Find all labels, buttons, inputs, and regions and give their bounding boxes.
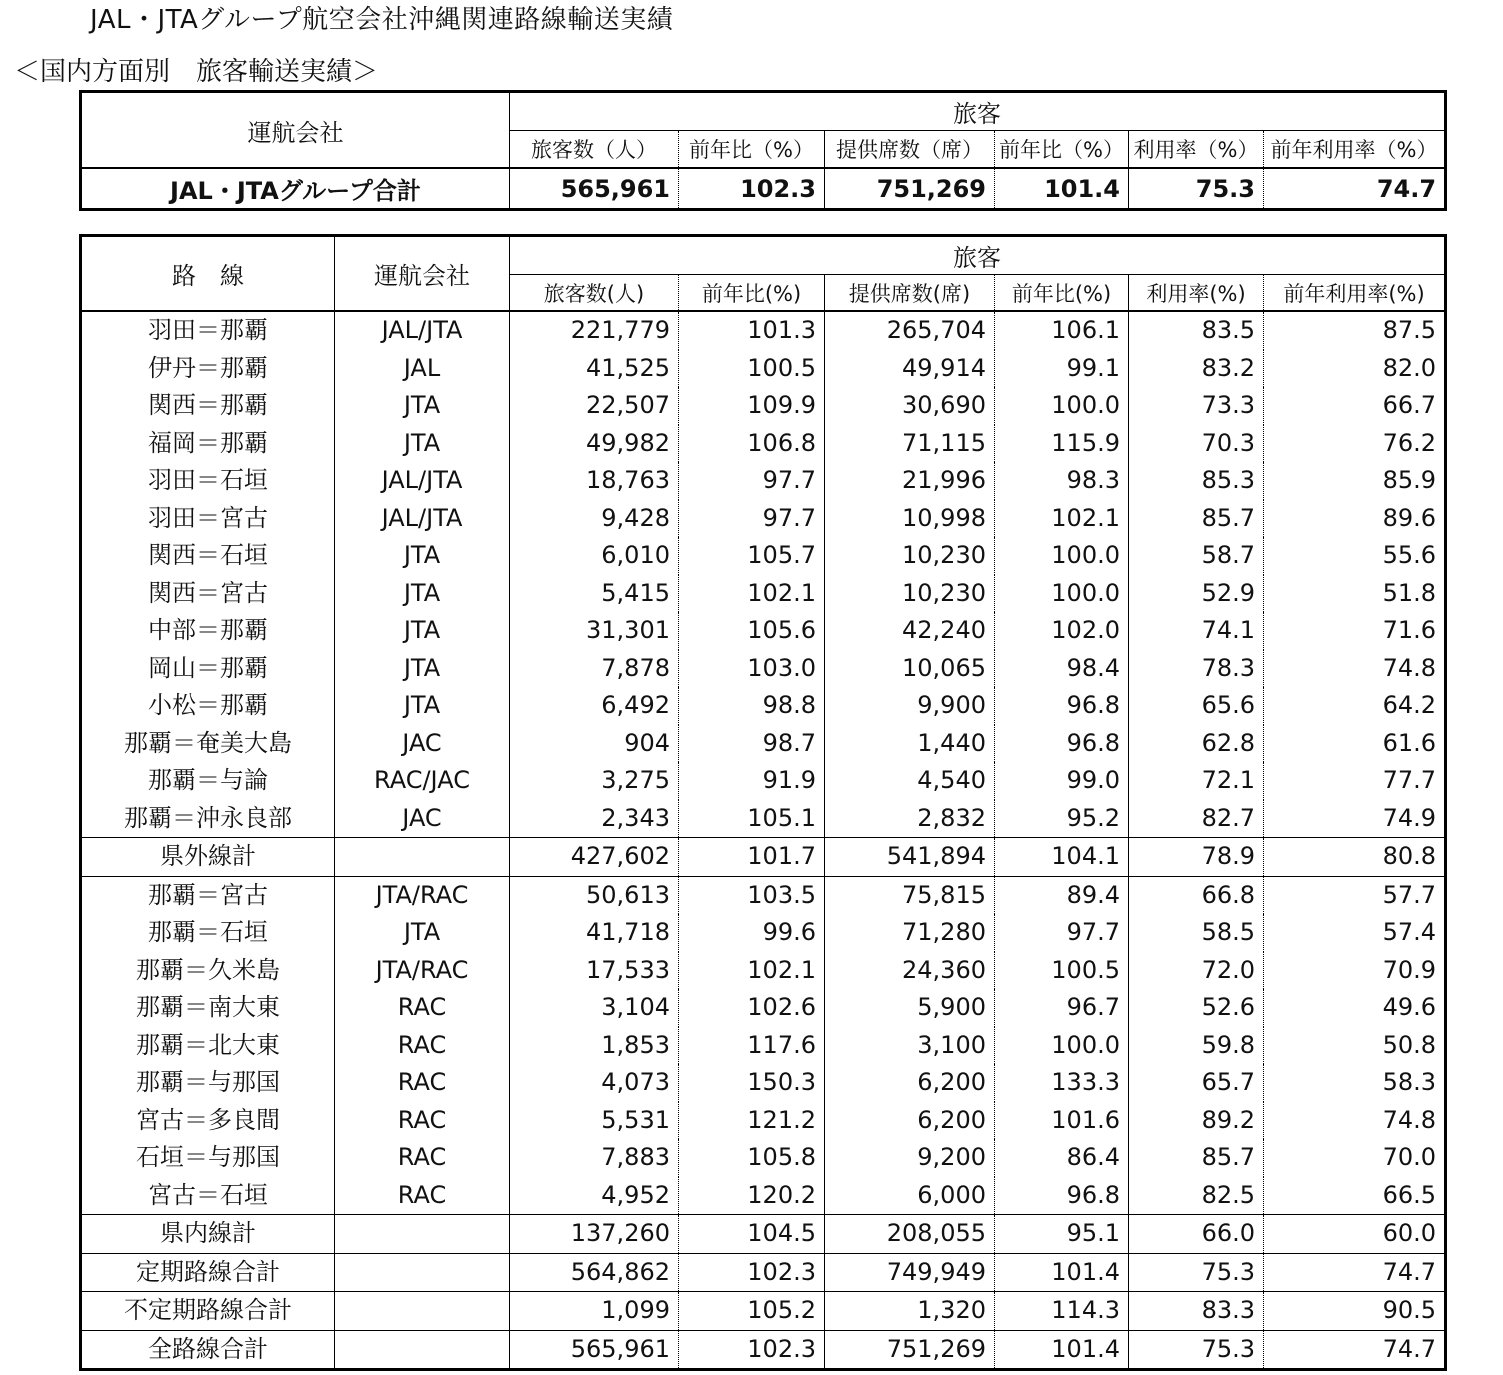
route-company: JTA (335, 914, 510, 952)
table-row (81, 914, 1446, 952)
route-value: 104.1 (995, 838, 1129, 877)
total-row (81, 1292, 1446, 1331)
route-company: JTA (335, 425, 510, 463)
route-value: 96.8 (995, 687, 1129, 725)
table-row (81, 311, 1446, 350)
route-value: 83.3 (1129, 1292, 1264, 1331)
route-value: 60.0 (1264, 1215, 1446, 1254)
route-name: 不定期路線合計 (81, 1292, 335, 1331)
route-value: 80.8 (1264, 838, 1446, 877)
summary-total-row (81, 168, 1446, 210)
route-value: 9,428 (510, 500, 679, 538)
summary-col-seats: 提供席数（席） (825, 131, 995, 169)
route-col-passengers: 旅客数(人) (510, 275, 679, 312)
route-value: 97.7 (679, 462, 825, 500)
table-row (81, 876, 1446, 914)
route-value: 1,320 (825, 1292, 995, 1331)
route-value: 109.9 (679, 387, 825, 425)
route-value: 82.7 (1129, 800, 1264, 838)
table-row (81, 350, 1446, 388)
table-row (81, 687, 1446, 725)
route-value: 106.1 (995, 311, 1129, 350)
route-value: 57.4 (1264, 914, 1446, 952)
summary-col-passenger-yoy: 前年比（%） (679, 131, 825, 169)
route-value: 101.7 (679, 838, 825, 877)
table-row (81, 762, 1446, 800)
route-value: 101.3 (679, 311, 825, 350)
route-header-route: 路 線 (81, 236, 335, 312)
route-header-passengers: 旅客 (510, 236, 1446, 275)
route-value: 86.4 (995, 1139, 1129, 1177)
summary-col-seat-yoy: 前年比（%） (995, 131, 1129, 169)
table-row (81, 650, 1446, 688)
route-name: 定期路線合計 (81, 1253, 335, 1292)
route-value: 66.5 (1264, 1177, 1446, 1215)
route-value: 1,440 (825, 725, 995, 763)
route-value: 100.0 (995, 575, 1129, 613)
route-name: 那覇＝石垣 (81, 914, 335, 952)
route-value: 120.2 (679, 1177, 825, 1215)
route-value: 72.0 (1129, 952, 1264, 990)
route-value: 1,853 (510, 1027, 679, 1065)
summary-value: 74.7 (1264, 168, 1446, 210)
summary-value: 565,961 (510, 168, 679, 210)
route-company: RAC (335, 1027, 510, 1065)
route-name: 那覇＝奄美大島 (81, 725, 335, 763)
route-company: JTA (335, 650, 510, 688)
route-value: 82.0 (1264, 350, 1446, 388)
route-value: 87.5 (1264, 311, 1446, 350)
route-value: 52.6 (1129, 989, 1264, 1027)
route-value: 24,360 (825, 952, 995, 990)
table-row (81, 1102, 1446, 1140)
route-value: 70.3 (1129, 425, 1264, 463)
route-company: JTA (335, 612, 510, 650)
table-row (81, 1177, 1446, 1215)
route-value: 75.3 (1129, 1330, 1264, 1370)
route-company: JTA (335, 575, 510, 613)
table-row (81, 725, 1446, 763)
route-value: 105.2 (679, 1292, 825, 1331)
route-value: 6,492 (510, 687, 679, 725)
section-subtitle: ＜国内方面別 旅客輸送実績＞ (14, 57, 379, 87)
route-company: RAC (335, 989, 510, 1027)
route-value: 50,613 (510, 876, 679, 914)
route-value: 77.7 (1264, 762, 1446, 800)
route-value: 106.8 (679, 425, 825, 463)
route-value: 104.5 (679, 1215, 825, 1254)
route-value: 85.7 (1129, 1139, 1264, 1177)
route-value: 102.3 (679, 1330, 825, 1370)
route-value: 101.4 (995, 1253, 1129, 1292)
route-value: 102.1 (995, 500, 1129, 538)
route-value: 103.5 (679, 876, 825, 914)
table-row (81, 575, 1446, 613)
route-name: 関西＝那覇 (81, 387, 335, 425)
route-value: 65.6 (1129, 687, 1264, 725)
route-value: 137,260 (510, 1215, 679, 1254)
route-value: 3,104 (510, 989, 679, 1027)
route-value: 41,718 (510, 914, 679, 952)
route-value: 115.9 (995, 425, 1129, 463)
route-company: JAL/JTA (335, 500, 510, 538)
route-value: 70.0 (1264, 1139, 1446, 1177)
route-name: 石垣＝与那国 (81, 1139, 335, 1177)
route-value: 62.8 (1129, 725, 1264, 763)
document-title: JAL・JTAグループ航空会社沖縄関連路線輸送実績 (90, 5, 674, 35)
route-value: 6,200 (825, 1064, 995, 1102)
route-value: 565,961 (510, 1330, 679, 1370)
route-value: 3,275 (510, 762, 679, 800)
route-value: 89.6 (1264, 500, 1446, 538)
route-company (335, 1253, 510, 1292)
route-company: JAC (335, 800, 510, 838)
route-value: 4,952 (510, 1177, 679, 1215)
route-name: 県内線計 (81, 1215, 335, 1254)
route-company: JTA/RAC (335, 876, 510, 914)
table-row (81, 612, 1446, 650)
route-name: 那覇＝与論 (81, 762, 335, 800)
route-name: 那覇＝与那国 (81, 1064, 335, 1102)
route-value: 96.7 (995, 989, 1129, 1027)
route-value: 51.8 (1264, 575, 1446, 613)
route-value: 98.8 (679, 687, 825, 725)
route-value: 749,949 (825, 1253, 995, 1292)
summary-header-passengers: 旅客 (510, 92, 1446, 131)
route-name: 那覇＝久米島 (81, 952, 335, 990)
route-value: 97.7 (995, 914, 1129, 952)
route-value: 102.1 (679, 952, 825, 990)
total-row (81, 1215, 1446, 1254)
route-value: 49,914 (825, 350, 995, 388)
route-value: 82.5 (1129, 1177, 1264, 1215)
route-name: 中部＝那覇 (81, 612, 335, 650)
route-col-seats: 提供席数(席) (825, 275, 995, 312)
route-value: 96.8 (995, 1177, 1129, 1215)
route-value: 150.3 (679, 1064, 825, 1102)
route-value: 100.5 (679, 350, 825, 388)
summary-col-load-factor: 利用率（%） (1129, 131, 1264, 169)
route-value: 100.0 (995, 387, 1129, 425)
summary-table (79, 90, 1447, 211)
route-value: 89.4 (995, 876, 1129, 914)
summary-value: 102.3 (679, 168, 825, 210)
route-name: 小松＝那覇 (81, 687, 335, 725)
route-value: 85.7 (1129, 500, 1264, 538)
route-value: 541,894 (825, 838, 995, 877)
route-name: 那覇＝宮古 (81, 876, 335, 914)
route-value: 105.7 (679, 537, 825, 575)
route-value: 71.6 (1264, 612, 1446, 650)
route-value: 2,832 (825, 800, 995, 838)
route-value: 7,883 (510, 1139, 679, 1177)
route-name: 関西＝宮古 (81, 575, 335, 613)
route-value: 76.2 (1264, 425, 1446, 463)
route-company: RAC (335, 1177, 510, 1215)
table-row (81, 1064, 1446, 1102)
route-value: 66.8 (1129, 876, 1264, 914)
route-col-passenger-yoy: 前年比(%) (679, 275, 825, 312)
route-company: JTA (335, 537, 510, 575)
summary-value: 101.4 (995, 168, 1129, 210)
table-row (81, 1027, 1446, 1065)
route-name: 伊丹＝那覇 (81, 350, 335, 388)
route-company (335, 1215, 510, 1254)
route-value: 30,690 (825, 387, 995, 425)
route-value: 52.9 (1129, 575, 1264, 613)
route-value: 102.6 (679, 989, 825, 1027)
route-value: 22,507 (510, 387, 679, 425)
route-name: 宮古＝多良間 (81, 1102, 335, 1140)
table-row (81, 952, 1446, 990)
route-value: 6,010 (510, 537, 679, 575)
route-name: 宮古＝石垣 (81, 1177, 335, 1215)
summary-total-label: JAL・JTAグループ合計 (81, 168, 510, 210)
route-value: 105.8 (679, 1139, 825, 1177)
route-name: 羽田＝宮古 (81, 500, 335, 538)
route-value: 98.3 (995, 462, 1129, 500)
route-value: 74.7 (1264, 1330, 1446, 1370)
route-value: 58.3 (1264, 1064, 1446, 1102)
total-row (81, 1330, 1446, 1370)
route-value: 9,200 (825, 1139, 995, 1177)
route-value: 78.3 (1129, 650, 1264, 688)
route-value: 95.2 (995, 800, 1129, 838)
route-value: 4,073 (510, 1064, 679, 1102)
route-company: RAC (335, 1064, 510, 1102)
route-value: 10,230 (825, 575, 995, 613)
route-value: 21,996 (825, 462, 995, 500)
route-value: 102.3 (679, 1253, 825, 1292)
route-company: RAC (335, 1139, 510, 1177)
route-value: 83.5 (1129, 311, 1264, 350)
table-row (81, 989, 1446, 1027)
route-value: 751,269 (825, 1330, 995, 1370)
route-company: JTA/RAC (335, 952, 510, 990)
route-value: 90.5 (1264, 1292, 1446, 1331)
summary-value: 751,269 (825, 168, 995, 210)
route-value: 101.4 (995, 1330, 1129, 1370)
route-value: 74.1 (1129, 612, 1264, 650)
route-company: JAC (335, 725, 510, 763)
route-name: 福岡＝那覇 (81, 425, 335, 463)
route-value: 72.1 (1129, 762, 1264, 800)
route-value: 49.6 (1264, 989, 1446, 1027)
route-value: 102.1 (679, 575, 825, 613)
route-value: 71,115 (825, 425, 995, 463)
route-value: 57.7 (1264, 876, 1446, 914)
summary-header-company: 運航会社 (81, 92, 510, 169)
route-value: 121.2 (679, 1102, 825, 1140)
route-value: 100.0 (995, 1027, 1129, 1065)
route-value: 1,099 (510, 1292, 679, 1331)
route-value: 5,900 (825, 989, 995, 1027)
total-row (81, 838, 1446, 877)
route-value: 208,055 (825, 1215, 995, 1254)
route-value: 85.9 (1264, 462, 1446, 500)
table-row (81, 425, 1446, 463)
route-value: 99.6 (679, 914, 825, 952)
table-row (81, 500, 1446, 538)
route-value: 3,100 (825, 1027, 995, 1065)
route-value: 114.3 (995, 1292, 1129, 1331)
route-col-prev-load-factor: 前年利用率(%) (1264, 275, 1446, 312)
route-value: 564,862 (510, 1253, 679, 1292)
route-name: 全路線合計 (81, 1330, 335, 1370)
route-value: 10,065 (825, 650, 995, 688)
route-value: 73.3 (1129, 387, 1264, 425)
route-value: 10,998 (825, 500, 995, 538)
route-value: 103.0 (679, 650, 825, 688)
route-name: 関西＝石垣 (81, 537, 335, 575)
route-value: 9,900 (825, 687, 995, 725)
route-value: 74.8 (1264, 1102, 1446, 1140)
route-value: 99.1 (995, 350, 1129, 388)
route-value: 70.9 (1264, 952, 1446, 990)
route-name: 那覇＝北大東 (81, 1027, 335, 1065)
route-company: JAL/JTA (335, 311, 510, 350)
route-value: 74.9 (1264, 800, 1446, 838)
route-value: 100.5 (995, 952, 1129, 990)
route-value: 98.4 (995, 650, 1129, 688)
route-value: 49,982 (510, 425, 679, 463)
route-value: 75,815 (825, 876, 995, 914)
route-value: 18,763 (510, 462, 679, 500)
route-value: 96.8 (995, 725, 1129, 763)
table-row (81, 800, 1446, 838)
route-company: JAL/JTA (335, 462, 510, 500)
route-value: 97.7 (679, 500, 825, 538)
route-value: 83.2 (1129, 350, 1264, 388)
route-value: 65.7 (1129, 1064, 1264, 1102)
route-value: 99.0 (995, 762, 1129, 800)
route-value: 66.0 (1129, 1215, 1264, 1254)
route-value: 427,602 (510, 838, 679, 877)
route-company: JTA (335, 387, 510, 425)
route-value: 89.2 (1129, 1102, 1264, 1140)
route-value: 2,343 (510, 800, 679, 838)
route-company: JAL (335, 350, 510, 388)
route-value: 105.6 (679, 612, 825, 650)
route-table (79, 234, 1447, 1371)
route-value: 102.0 (995, 612, 1129, 650)
route-name: 那覇＝沖永良部 (81, 800, 335, 838)
route-company (335, 1292, 510, 1331)
route-value: 98.7 (679, 725, 825, 763)
route-value: 5,415 (510, 575, 679, 613)
route-value: 95.1 (995, 1215, 1129, 1254)
route-value: 58.7 (1129, 537, 1264, 575)
summary-col-passengers: 旅客数（人） (510, 131, 679, 169)
route-value: 7,878 (510, 650, 679, 688)
summary-value: 75.3 (1129, 168, 1264, 210)
route-value: 100.0 (995, 537, 1129, 575)
route-header-company: 運航会社 (335, 236, 510, 312)
route-value: 133.3 (995, 1064, 1129, 1102)
route-value: 265,704 (825, 311, 995, 350)
route-value: 101.6 (995, 1102, 1129, 1140)
route-value: 5,531 (510, 1102, 679, 1140)
route-value: 904 (510, 725, 679, 763)
route-value: 105.1 (679, 800, 825, 838)
summary-col-prev-load-factor: 前年利用率（%） (1264, 131, 1446, 169)
table-row (81, 1139, 1446, 1177)
route-col-load-factor: 利用率(%) (1129, 275, 1264, 312)
route-value: 17,533 (510, 952, 679, 990)
route-value: 78.9 (1129, 838, 1264, 877)
route-name: 岡山＝那覇 (81, 650, 335, 688)
route-value: 117.6 (679, 1027, 825, 1065)
route-value: 41,525 (510, 350, 679, 388)
route-value: 42,240 (825, 612, 995, 650)
route-company: RAC/JAC (335, 762, 510, 800)
route-name: 県外線計 (81, 838, 335, 877)
route-name: 羽田＝石垣 (81, 462, 335, 500)
route-value: 74.7 (1264, 1253, 1446, 1292)
route-value: 59.8 (1129, 1027, 1264, 1065)
table-row (81, 387, 1446, 425)
route-company: RAC (335, 1102, 510, 1140)
route-value: 4,540 (825, 762, 995, 800)
route-value: 61.6 (1264, 725, 1446, 763)
route-value: 91.9 (679, 762, 825, 800)
total-row (81, 1253, 1446, 1292)
route-value: 66.7 (1264, 387, 1446, 425)
route-value: 31,301 (510, 612, 679, 650)
route-company: JTA (335, 687, 510, 725)
route-value: 71,280 (825, 914, 995, 952)
route-value: 6,200 (825, 1102, 995, 1140)
route-value: 64.2 (1264, 687, 1446, 725)
route-value: 74.8 (1264, 650, 1446, 688)
route-value: 221,779 (510, 311, 679, 350)
route-value: 55.6 (1264, 537, 1446, 575)
route-company (335, 838, 510, 877)
route-value: 75.3 (1129, 1253, 1264, 1292)
route-value: 50.8 (1264, 1027, 1446, 1065)
route-company (335, 1330, 510, 1370)
route-col-seat-yoy: 前年比(%) (995, 275, 1129, 312)
table-row (81, 537, 1446, 575)
route-value: 6,000 (825, 1177, 995, 1215)
route-value: 10,230 (825, 537, 995, 575)
route-name: 羽田＝那覇 (81, 311, 335, 350)
route-value: 85.3 (1129, 462, 1264, 500)
route-name: 那覇＝南大東 (81, 989, 335, 1027)
table-row (81, 462, 1446, 500)
route-value: 58.5 (1129, 914, 1264, 952)
